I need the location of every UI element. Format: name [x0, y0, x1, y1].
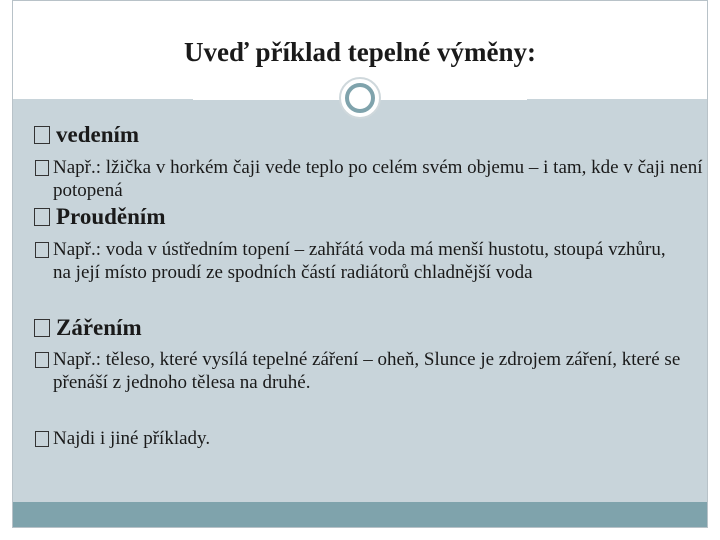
ring-icon [339, 77, 381, 119]
bullet-text: Zářením [56, 315, 142, 340]
sub-bullet-item [34, 348, 703, 394]
bullet-text: Např.: lžička v horkém čaji vede teplo po celém svém objemu – i tam, kde v čaji není potopená [53, 157, 703, 201]
bullet-item [34, 313, 142, 343]
bullet-box-icon [35, 431, 49, 447]
bullet-box-icon [35, 160, 49, 176]
bullet-box-icon [34, 126, 50, 144]
bullet-item [34, 202, 165, 232]
sub-bullet-item [34, 427, 703, 450]
bullet-box-icon [35, 352, 49, 368]
bullet-text: Např.: těleso, které vysílá tepelné záření – oheň, Slunce je zdrojem záření, které se přenáší z jednoho tělesa na druhé. [53, 349, 681, 393]
bullet-box-icon [34, 208, 50, 226]
bullet-item [34, 120, 139, 150]
sub-bullet-item [34, 238, 683, 284]
footer-bar [13, 502, 707, 527]
bullet-text: Najdi i jiné příklady. [53, 428, 211, 449]
bullet-box-icon [34, 319, 50, 337]
bullet-box-icon [35, 242, 49, 258]
bullet-text: Např.: voda v ústředním topení – zahřátá voda má menší hustotu, stoupá vzhůru, na její místo proudí ze spodních částí radiátorů chladnější voda [53, 239, 666, 283]
bullet-text: Prouděním [56, 204, 166, 229]
slide-title: Uveď příklad tepelné výměny: [183, 37, 537, 67]
bullet-text: vedením [56, 122, 140, 147]
ring-inner [345, 83, 375, 113]
sub-bullet-item [34, 156, 703, 202]
